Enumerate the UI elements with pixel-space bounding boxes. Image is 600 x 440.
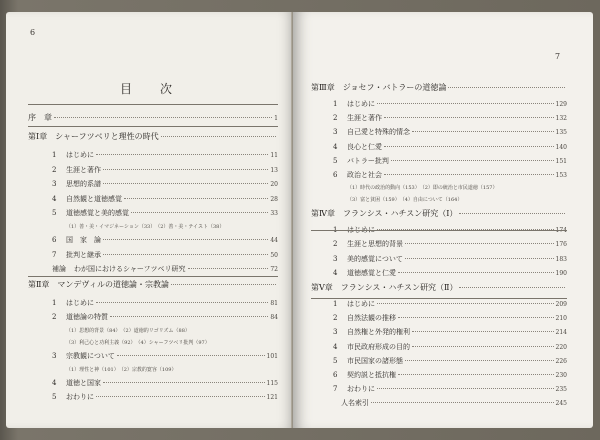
dot-leader [391, 160, 554, 161]
toc-entry-label: 良心と仁愛 [347, 142, 382, 151]
toc-entry-label: 第Ⅴ章 フランシス・ハチスン研究（Ⅱ） [311, 283, 458, 292]
toc-entry-page: 183 [555, 255, 567, 263]
dot-leader [398, 374, 554, 375]
toc-entry-sec [52, 150, 278, 160]
dot-leader [96, 396, 265, 397]
toc-entry-number: 2 [333, 314, 338, 323]
toc-entry-number: 1 [52, 298, 57, 307]
toc-entry-sub [66, 223, 278, 230]
toc-entry-sec [52, 165, 278, 175]
toc-entry-sec [333, 384, 567, 394]
dot-leader [161, 136, 276, 137]
toc-entry-page: 176 [555, 241, 567, 249]
toc-entry-label: 序 章 [28, 113, 52, 122]
toc-entry-label: はじめに [347, 300, 375, 308]
toc-entry-sub [347, 196, 567, 203]
toc-entry-sec [333, 142, 567, 152]
right-page [293, 12, 593, 428]
toc-entry-sub [347, 184, 567, 191]
toc-entry-sec [52, 179, 278, 189]
toc-entry-number: 2 [52, 313, 57, 322]
toc-entry-label: 第Ⅱ章 マンデヴィルの道徳論・宗教論 [28, 279, 169, 289]
chapter-rule [311, 230, 567, 231]
toc-entry-page: 44 [270, 237, 278, 244]
toc-entry-page: 235 [555, 386, 567, 394]
toc-entry-label: 第Ⅳ章 フランシス・ハチスン研究（Ⅰ） [311, 209, 458, 219]
toc-entry-label: おわりに [347, 385, 375, 394]
dot-leader [384, 117, 554, 118]
toc-entry-sec [333, 113, 567, 123]
dot-leader [103, 169, 268, 170]
toc-entry-sec [52, 194, 278, 204]
dot-leader [171, 284, 276, 285]
toc-entry-page: 230 [555, 372, 567, 379]
toc-entry-sec [333, 239, 567, 249]
dot-leader [124, 198, 268, 199]
dot-leader [412, 346, 554, 347]
toc-entry-page: 140 [555, 143, 567, 151]
toc-entry-sec [52, 298, 278, 308]
toc-entry-number: 1 [52, 151, 57, 159]
toc-entry-number: 4 [333, 342, 338, 351]
toc-entry-number: 5 [52, 393, 57, 402]
toc-entry-label: 市民国家の諸形態 [347, 356, 403, 365]
toc-entry-chap [28, 279, 278, 290]
toc-entry-number: 7 [52, 250, 57, 259]
chapter-rule [28, 276, 278, 277]
toc-entry-page: 135 [555, 129, 567, 137]
toc-entry-label: はじめに [66, 298, 94, 307]
toc-entry-chap [28, 131, 278, 142]
toc-entry-page: 28 [270, 195, 278, 203]
toc-entry-label: 国 家 論 [66, 236, 101, 244]
dot-leader [110, 316, 268, 317]
toc-entry-label: （3）利己心と功利主義（92） （4）シャーフツベリ批判（97） [66, 340, 210, 346]
toc-entry-sec [52, 378, 278, 388]
dot-leader [103, 239, 268, 240]
toc-entry-label: バトラー批判 [347, 156, 389, 165]
toc-entry-page: 20 [270, 181, 278, 189]
toc-entry-page: 121 [266, 394, 278, 402]
toc-entry-sec [333, 254, 567, 264]
toc-entry-page: 50 [270, 251, 278, 259]
toc-entry-label: 契約説と抵抗権 [347, 371, 396, 379]
dot-leader [377, 303, 554, 304]
dot-leader [377, 103, 554, 104]
dot-leader [103, 183, 268, 184]
dot-leader [405, 258, 554, 259]
toc-entry-label: （1）善・美・イマジネーション（33） （2）善・美・テイスト（38） [66, 224, 225, 230]
dot-leader [188, 268, 269, 269]
toc-entry-page: 1 [274, 115, 278, 122]
toc-entry-label: はじめに [66, 151, 94, 159]
toc-entry-page: 245 [555, 400, 567, 408]
toc-entry-label: （3）富と貧困（159） （4）自由について（164） [347, 197, 463, 204]
toc-entry-index [341, 398, 567, 408]
toc-entry-number: 6 [52, 236, 57, 244]
left-page [6, 12, 294, 428]
dot-leader [448, 87, 565, 88]
dot-leader [371, 402, 554, 403]
dot-leader [96, 302, 268, 303]
toc-entry-label: 第Ⅲ章 ジョセフ・バトラーの道徳論 [311, 83, 447, 92]
toc-entry-number: 6 [333, 371, 338, 379]
left-page-number: 6 [30, 28, 36, 37]
toc-entry-sub [66, 339, 278, 346]
dot-leader [384, 174, 554, 175]
dot-leader [103, 254, 268, 255]
toc-entry-sec [52, 235, 278, 245]
toc-entry-label: 道徳と国家 [66, 378, 101, 387]
toc-entry-label: 美的感覚について [347, 254, 403, 263]
toc-entry-label: 批判と継承 [66, 250, 101, 259]
toc-entry-sec [52, 250, 278, 260]
toc-entry-number: 5 [52, 209, 57, 218]
dot-leader [459, 287, 565, 288]
toc-entry-label: おわりに [66, 393, 94, 402]
toc-entry-sec [333, 299, 567, 309]
toc-entry-page: 11 [270, 152, 278, 159]
toc-entry-chap [311, 208, 567, 219]
toc-entry-label: 政治と社会 [347, 171, 382, 179]
toc-entry-number: 4 [333, 268, 338, 277]
toc-entry-number: 2 [333, 114, 338, 123]
toc-entry-label: 自然法観の推移 [347, 314, 396, 323]
toc-entry-page: 129 [555, 101, 567, 108]
toc-entry-number: 補論 [52, 265, 66, 274]
toc-entry-label: 生涯と著作 [66, 165, 101, 174]
toc-entry-number: 5 [333, 156, 338, 165]
toc-entry-label: 市民政府形成の目的 [347, 342, 410, 351]
toc-entry-sub [66, 327, 278, 334]
toc-entry-label: 自然観と道徳感覚 [66, 194, 122, 203]
toc-entry-chap [28, 112, 278, 123]
chapter-rule [311, 298, 567, 299]
dot-leader [412, 331, 554, 332]
dot-leader [103, 382, 265, 383]
toc-entry-page: 153 [555, 172, 567, 179]
toc-entry-label: 思想的系譜 [66, 180, 101, 189]
toc-entry-label: 自己愛と特殊的情念 [347, 128, 410, 137]
toc-entry-chap [311, 82, 567, 93]
toc-entry-sec [52, 264, 278, 274]
toc-entry-page: 210 [555, 315, 567, 323]
toc-entry-sec [333, 342, 567, 352]
toc-entry-label: 生涯と思想的背景 [347, 240, 403, 249]
toc-entry-number: 5 [333, 356, 338, 365]
toc-title: 目 次 [119, 82, 180, 96]
toc-title-rule [28, 104, 278, 105]
toc-entry-sec [52, 351, 278, 361]
toc-entry-number: 6 [333, 171, 338, 179]
toc-entry-page: 13 [270, 166, 278, 174]
toc-entry-label: （1）時代の政治的動向（153） （2）即の統治と市民道徳（157） [347, 185, 498, 192]
dot-leader [412, 131, 554, 132]
toc-entry-label: 道徳論の特質 [66, 313, 108, 322]
toc-entry-label: 人名索引 [341, 399, 369, 408]
toc-entry-sec [333, 156, 567, 166]
toc-entry-sec [52, 392, 278, 402]
toc-entry-number: 3 [52, 352, 57, 360]
toc-entry-sec [52, 208, 278, 218]
toc-entry-label: わが国におけるシャーフツベリ研究 [74, 265, 186, 274]
dot-leader [384, 146, 554, 147]
dot-leader [377, 388, 554, 389]
toc-entry-sec [333, 170, 567, 180]
toc-entry-page: 33 [270, 210, 278, 218]
toc-entry-number: 1 [333, 300, 338, 308]
toc-entry-page: 220 [555, 343, 567, 351]
toc-entry-number: 4 [52, 194, 57, 203]
toc-entry-label: （1）思想的背景（84） （2）道徳的リゴリズム（88） [66, 328, 190, 334]
dot-leader [131, 212, 268, 213]
right-page-number: 7 [555, 52, 561, 61]
toc-entry-sec [333, 327, 567, 337]
toc-entry-sec [333, 370, 567, 380]
dot-leader [405, 360, 554, 361]
dot-leader [117, 355, 265, 356]
toc-entry-sec [52, 312, 278, 322]
toc-entry-label: 第Ⅰ章 シャーフツベリと理性の時代 [28, 132, 159, 141]
toc-entry-page: 72 [270, 266, 278, 274]
toc-entry-number: 2 [333, 240, 338, 249]
toc-entry-sec [333, 313, 567, 323]
chapter-rule [28, 126, 278, 127]
toc-entry-number: 2 [52, 165, 57, 174]
toc-entry-label: はじめに [347, 100, 375, 108]
toc-entry-page: 214 [555, 329, 567, 337]
toc-entry-page: 101 [266, 353, 278, 360]
toc-entry-number: 3 [52, 180, 57, 189]
toc-entry-page: 226 [555, 357, 567, 365]
toc-entry-page: 190 [555, 269, 567, 277]
dot-leader [405, 243, 554, 244]
toc-entry-page: 84 [270, 314, 278, 322]
toc-entry-number: 3 [333, 128, 338, 137]
toc-entry-number: 3 [333, 328, 338, 337]
toc-entry-page: 151 [555, 157, 567, 165]
dot-leader [54, 117, 272, 118]
toc-entry-page: 115 [266, 379, 278, 387]
dot-leader [96, 154, 268, 155]
toc-entry-label: 道徳感覚と仁愛 [347, 268, 396, 277]
toc-entry-label: 生涯と著作 [347, 114, 382, 123]
toc-entry-page: 209 [555, 301, 567, 308]
toc-entry-number: 4 [333, 142, 338, 151]
toc-entry-number: 1 [333, 100, 338, 108]
dot-leader [398, 272, 554, 273]
dot-leader [398, 317, 554, 318]
toc-entry-sec [333, 356, 567, 366]
toc-entry-number: 3 [333, 254, 338, 263]
toc-entry-page: 132 [555, 115, 567, 123]
toc-entry-page: 81 [270, 299, 278, 307]
dot-leader [459, 213, 565, 214]
toc-entry-label: 宗教観について [66, 352, 115, 360]
toc-entry-sub [66, 366, 278, 373]
toc-entry-label: （1）理性と神（101） （2）宗教的寛容（109） [66, 366, 177, 373]
toc-entry-chap [311, 282, 567, 293]
toc-entry-sec [333, 99, 567, 109]
toc-entry-number: 7 [333, 385, 338, 394]
toc-entry-sec [333, 268, 567, 278]
toc-entry-number: 4 [52, 378, 57, 387]
toc-entry-sec [333, 127, 567, 137]
toc-entry-label: 自然権と外発的権利 [347, 328, 410, 337]
toc-entry-label: 道徳感覚と美的感覚 [66, 209, 129, 218]
